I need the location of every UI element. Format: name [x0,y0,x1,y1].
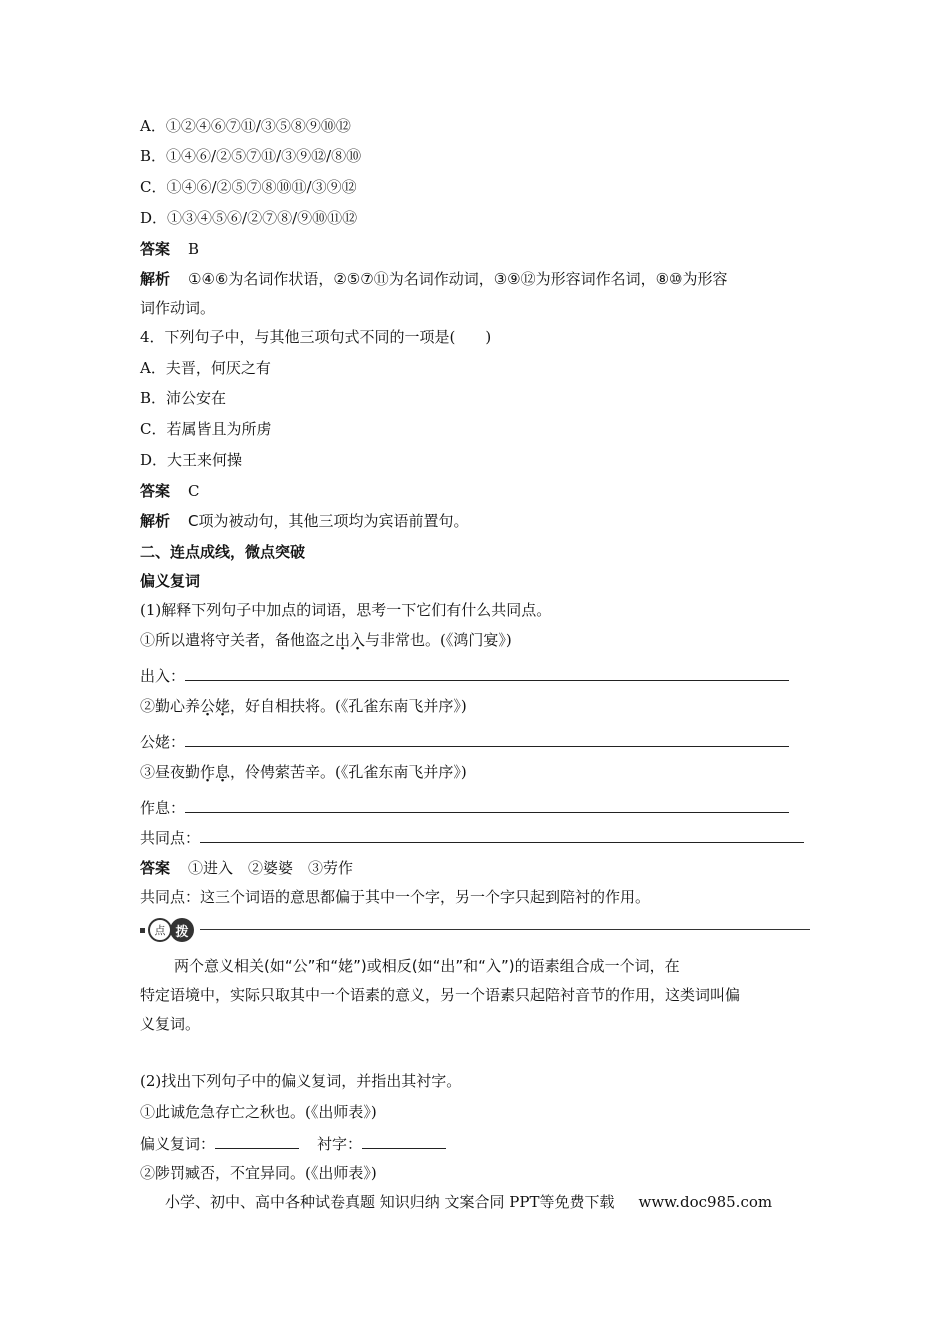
tip-text-3: 义复词。 [140,1015,201,1033]
tip-text-1: 两个意义相关(如“公”和“姥”)或相反(如“出”和“入”)的语素组合成一个词，在 [174,957,680,975]
answer-label: 答案 [140,482,171,500]
topic-title: 偏义复词 [140,572,201,590]
divider [200,929,810,930]
answer-blank[interactable] [362,1132,446,1149]
fill-line-churu: 出入： [140,664,789,687]
q4-option-d: D．大王来何操 [140,451,243,469]
answer-value: ①进入 ②婆婆 ③劳作 [188,859,354,877]
dotted-char: 公 [200,697,216,715]
part1-instruction: (1)解释下列句子中加点的词语，思考一下它们有什么共同点。 [140,601,552,619]
analysis-text: C项为被动句，其他三项均为宾语前置句。 [188,512,469,530]
page-footer [165,1191,772,1212]
dotted-char: 入 [350,631,366,649]
tip-badge [140,918,194,942]
q4-stem: 4．下列句子中，与其他三项句式不同的一项是( ) [140,328,492,346]
dotted-char: 息 [215,763,231,781]
q3-answer [140,238,199,260]
q4-option-a: A．夫晋，何厌之有 [140,359,271,377]
answer-blank[interactable] [215,1132,299,1149]
q4-option-b: B．沛公安在 [140,389,227,407]
sentence-1: ①所以遣将守关者，备他盗之出入与非常也。(《鸿门宴》) [140,631,512,649]
part2-fill-line: 偏义复词： 衬字： [140,1132,446,1155]
q3-option-b: B．①④⑥/②⑤⑦⑪/③⑨⑫/⑧⑩ [140,147,362,165]
answer-value: B [188,240,200,258]
dotted-char: 姥 [215,697,231,715]
q3-analysis [140,268,728,290]
analysis-label: 解析 [140,270,171,288]
answer-label: 答案 [140,859,171,877]
q4-analysis [140,510,469,532]
answer-blank[interactable] [185,664,789,681]
sentence-2: ②勤心养公姥，好自相扶将。(《孔雀东南飞并序》) [140,697,467,715]
q4-answer [140,480,200,502]
q3-analysis-cont: 词作动词。 [140,299,216,317]
answer-blank[interactable] [200,826,804,843]
q3-option-d: D．①③④⑤⑥/②⑦⑧/⑨⑩⑪⑫ [140,209,358,227]
tip-char-circle: 点 [148,918,172,942]
footer-url[interactable]: www.doc985.com [638,1193,773,1211]
fill-line-gongmu: 公姥： [140,730,789,753]
dotted-char: 作 [200,763,216,781]
answer-label: 答案 [140,240,171,258]
dotted-char: 出 [335,631,351,649]
section-title: 二、连点成线，微点突破 [140,543,306,561]
tip-char-circle-filled: 拨 [170,918,194,942]
analysis-label: 解析 [140,512,171,530]
answer-blank[interactable] [185,730,789,747]
fill-line-zuoxi: 作息： [140,796,789,819]
tip-text-2: 特定语境中，实际只取其中一个语素的意义，另一个语素只起陪衬音节的作用，这类词叫偏 [140,986,741,1004]
part2-instruction: (2)找出下列句子中的偏义复词，并指出其衬字。 [140,1072,462,1090]
part2-sentence-2: ②陟罚臧否，不宜异同。(《出师表》) [140,1164,377,1182]
part1-answer [140,857,353,879]
footer-text: 小学、初中、高中各种试卷真题 知识归纳 文案合同 PPT等免费下载 [165,1193,615,1211]
answer-blank[interactable] [185,796,789,813]
part1-common: 共同点：这三个词语的意思都偏于其中一个字，另一个字只起到陪衬的作用。 [140,888,651,906]
answer-value: C [188,482,200,500]
q3-option-a: A．①②④⑥⑦⑪/③⑤⑧⑨⑩⑫ [140,117,351,135]
bullet-icon [140,928,145,933]
q3-option-c: C．①④⑥/②⑤⑦⑧⑩⑪/③⑨⑫ [140,178,357,196]
fill-line-common: 共同点： [140,826,804,849]
analysis-text: ①④⑥为名词作状语，②⑤⑦⑪为名词作动词，③⑨⑫为形容词作名词，⑧⑩为形容 [188,270,728,288]
sentence-3: ③昼夜勤作息，伶俜萦苦辛。(《孔雀东南飞并序》) [140,763,467,781]
part2-sentence-1: ①此诚危急存亡之秋也。(《出师表》) [140,1103,377,1121]
q4-option-c: C．若属皆且为所虏 [140,420,272,438]
